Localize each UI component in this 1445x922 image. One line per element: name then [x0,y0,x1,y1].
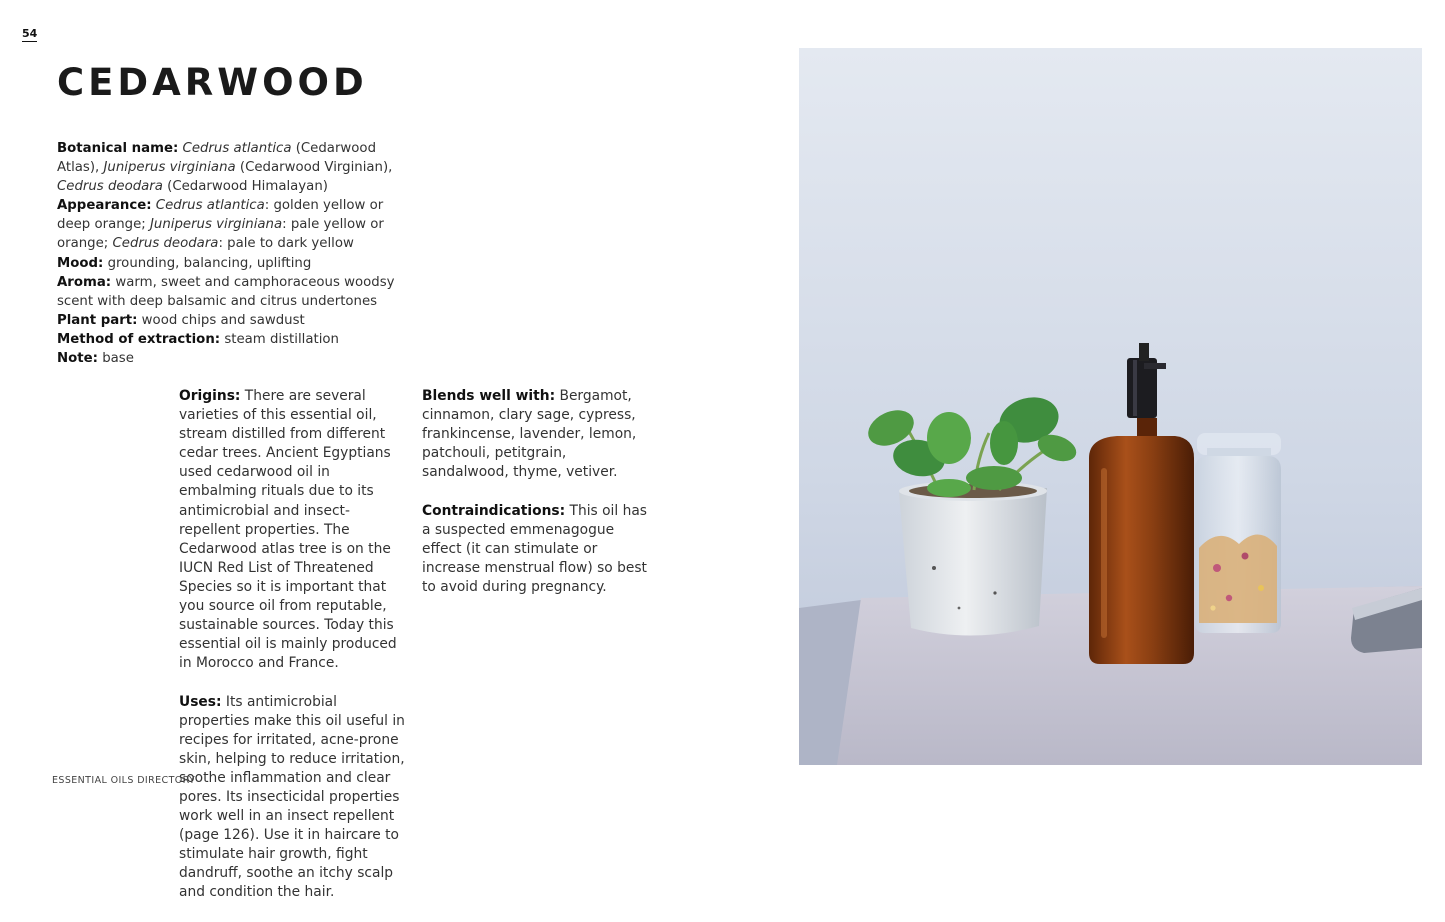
glass-jar [1195,433,1281,633]
origins-text: There are several varieties of this essential oil, stream distilled from different cedar trees. Ancient Egyptians used cedarwood oil in embalming rituals due to its antimicrobial and insect-repellent properties. The Cedarwood atlas tree is on the IUCN Red List of Threatened Species so it is important that you source oil from reputable, sustainable sources. Today this essential oil is mainly produced in Morocco and France. [179,388,397,672]
origins-label: Origins: [179,388,241,404]
blends-text: Bergamot, cinnamon, clary sage, cypress, frankincense, lavender, lemon, patchouli, petitgrain, sandalwood, thyme, vetiver. [422,388,637,481]
appearance-text-3: : pale to dark yellow [218,236,354,252]
running-footer: ESSENTIAL OILS DIRECTORY [52,775,196,786]
appearance-text-2: : pale yellow or orange; [57,217,384,252]
aroma-entry [57,273,409,311]
product-photo [799,48,1422,765]
uses-paragraph [179,693,409,903]
botanical-name-common-3: (Cedarwood Himalayan) [162,179,328,195]
appearance-entry [57,196,409,253]
botanical-name-species-2: Juniperus virginiana [103,160,236,176]
origins-paragraph [179,387,409,673]
method-value: steam distillation [220,331,339,347]
botanical-name-species-3: Cedrus deodara [57,179,163,195]
plant-part-value: wood chips and sawdust [137,312,305,328]
note-entry [57,349,409,368]
body-column-right [422,387,650,616]
uses-text: Its antimicrobial properties make this oil useful in recipes for irritated, acne-prone skin, helping to reduce irritation, soothe inflammation and clear pores. Its insecticidal properties work well in an insect repellent (page 126). Use it in haircare to stimulate hair growth, fight dandruff, soothe an itchy scalp and condition the hair. [179,693,405,901]
aroma-value: warm, sweet and camphoraceous woodsy scent with deep balsamic and citrus undertones [57,274,395,309]
botanical-name-label: Botanical name: [57,141,179,156]
contraindications-paragraph [422,502,650,597]
oil-facts [57,139,409,368]
note-label: Note: [57,351,98,367]
contraindications-text: This oil has a suspected emmenagogue effect (it can stimulate or increase menstrual flow) so best to avoid during pregnancy. [422,502,647,595]
mood-label: Mood: [57,255,104,271]
plant-part-label: Plant part: [57,312,138,328]
appearance-text-1: : golden yellow or deep orange; [57,198,384,233]
uses-label: Uses: [179,693,222,710]
page-number: 54 [22,27,38,40]
mood-entry [57,254,409,273]
page-title: CEDARWOOD [57,61,368,104]
botanical-name-entry [57,139,409,196]
appearance-species-3: Cedrus deodara [112,236,219,252]
contraindications-label: Contraindications: [422,502,566,519]
method-label: Method of extraction: [57,331,221,347]
appearance-label: Appearance: [57,198,152,214]
note-value: base [97,351,134,367]
plant-part-entry [57,311,409,330]
botanical-name-species-1: Cedrus atlantica [182,141,292,156]
aroma-label: Aroma: [57,274,112,290]
body-column-left [179,387,409,922]
method-entry [57,330,409,349]
blends-label: Blends well with: [422,388,556,404]
botanical-name-common-2: (Cedarwood Virginian), [235,160,393,176]
appearance-species-2: Juniperus virginiana [149,217,283,233]
blends-paragraph [422,387,650,482]
mood-value: grounding, balancing, uplifting [103,255,312,271]
botanical-name-common-1: (Cedarwood Atlas), [57,141,377,176]
appearance-species-1: Cedrus atlantica [155,198,265,214]
